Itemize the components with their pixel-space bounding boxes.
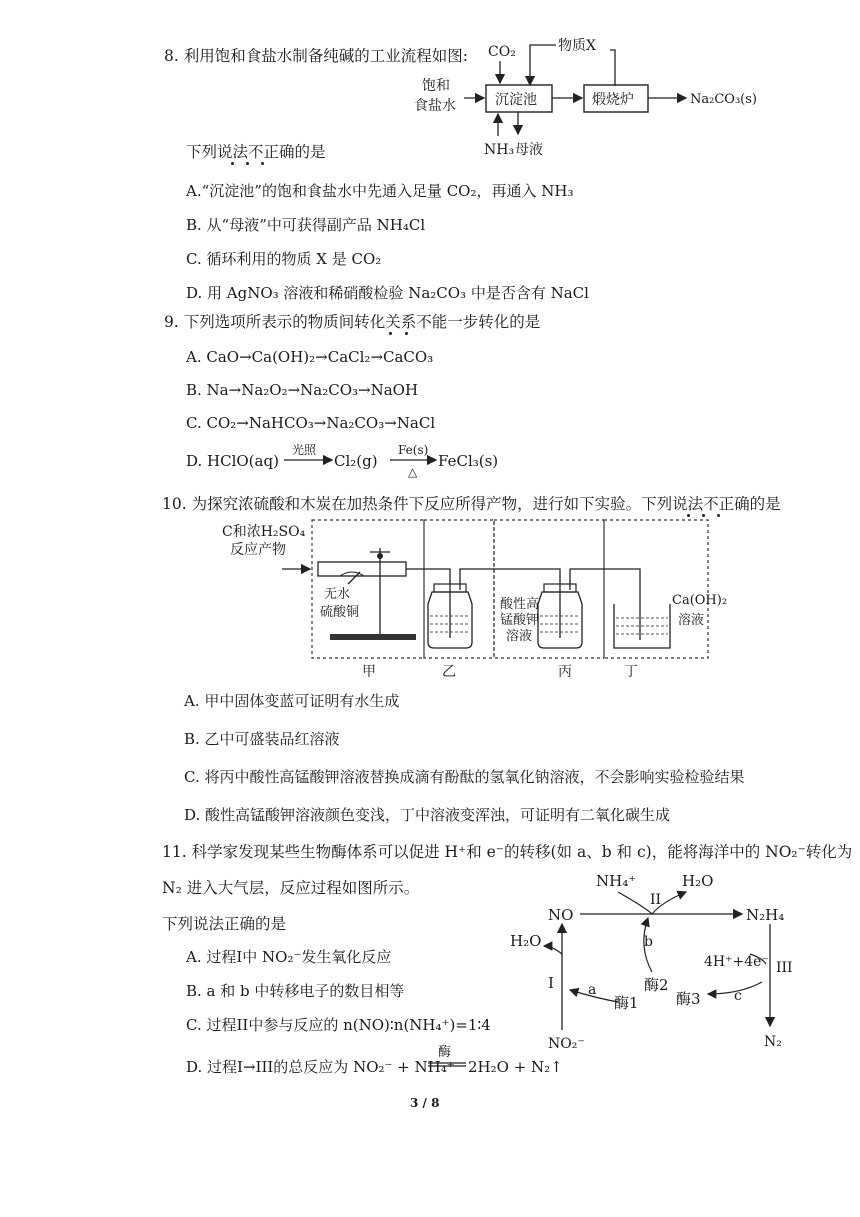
apparatus-caoh2-line2: 溶液	[678, 613, 705, 628]
apparatus-kmno4-line3: 溶液	[506, 629, 533, 644]
q9-option-b: B. Na→Na₂O₂→Na₂CO₃→NaOH	[186, 381, 419, 399]
q8-stem: 8. 利用饱和食盐水制备纯碱的工业流程如图:	[164, 47, 468, 65]
flow-tank-label: 沉淀池	[495, 92, 537, 108]
q8-option-a: A.“沉淀池”的饱和食盐水中先通入足量 CO₂，再通入 NH₃	[186, 182, 574, 200]
q9-option-c: C. CO₂→NaHCO₃→Na₂CO₃→NaCl	[186, 414, 436, 432]
cycle-h2o-top: H₂O	[682, 872, 714, 890]
apparatus-label-ding: 丁	[624, 664, 638, 680]
apparatus-label-jia: 甲	[362, 664, 376, 680]
q11-d-left: D. 过程I→III的总反应为 NO₂⁻ + NH₄⁺	[186, 1058, 455, 1076]
cycle-nh4: NH₄⁺	[596, 872, 637, 890]
cycle-step1: I	[548, 974, 554, 992]
flow-brine-line2: 食盐水	[414, 98, 456, 114]
q11-prompt: 下列说法正确的是	[162, 915, 287, 933]
q11-option-c: C. 过程II中参与反应的 n(NO)∶n(NH₄⁺)=1∶4	[186, 1016, 491, 1034]
apparatus-cuso4-line2: 硫酸铜	[320, 605, 360, 620]
apparatus-kmno4-line2: 锰酸钾	[500, 613, 540, 628]
apparatus-kmno4-line1: 酸性高	[500, 597, 540, 612]
flow-co2-label: CO₂	[488, 44, 516, 60]
q11-option-a: A. 过程I中 NO₂⁻发生氧化反应	[186, 948, 392, 966]
page-number: 3 / 8	[410, 1096, 440, 1110]
cycle-enzyme3: 酶3	[676, 990, 701, 1008]
cycle-n2h4: N₂H₄	[746, 906, 785, 924]
q11-d-right: 2H₂O + N₂↑	[468, 1058, 563, 1076]
cycle-protons: 4H⁺+4e⁻	[704, 954, 769, 970]
cycle-no2: NO₂⁻	[548, 1036, 585, 1052]
q10-option-c: C. 将丙中酸性高锰酸钾溶液替换成滴有酚酞的氢氧化钠溶液，不会影响实验检验结果	[184, 768, 745, 786]
q11-stem-line2: N₂ 进入大气层，反应过程如图所示。	[162, 879, 420, 897]
cycle-enzyme1: 酶1	[614, 994, 639, 1012]
q11-cycle-diagram	[500, 862, 810, 1062]
q11-option-b: B. a 和 b 中转移电子的数目相等	[186, 982, 405, 1000]
q11-d-cond: 酶	[438, 1045, 452, 1060]
cycle-b: b	[644, 934, 653, 950]
q8-option-d: D. 用 AgNO₃ 溶液和稀硝酸检验 Na₂CO₃ 中是否含有 NaCl	[186, 284, 589, 302]
apparatus-label-yi: 乙	[442, 664, 456, 680]
flow-furnace-label: 煅烧炉	[592, 92, 634, 108]
cycle-n2: N₂	[764, 1034, 782, 1050]
flow-nh3-label: NH₃	[484, 142, 515, 158]
apparatus-label-bing: 丙	[558, 664, 572, 680]
q9-d-label: D. HClO(aq)	[186, 452, 279, 470]
flow-substance-x-label: 物质X	[558, 38, 596, 54]
q9-d-cond2-bottom: △	[408, 465, 418, 479]
cycle-step3: III	[776, 960, 793, 976]
q10-option-d: D. 酸性高锰酸钾溶液颜色变浅，丁中溶液变浑浊，可证明有二氧化碳生成	[184, 806, 671, 824]
q9-option-a: A. CaO→Ca(OH)₂→CaCl₂→CaCO₃	[186, 348, 434, 366]
flow-brine-line1: 饱和	[422, 78, 450, 94]
q10-option-b: B. 乙中可盛装品红溶液	[184, 730, 340, 748]
apparatus-box-ding	[604, 520, 708, 658]
q9-d-mid: Cl₂(g)	[334, 452, 378, 470]
q10-option-a: A. 甲中固体变蓝可证明有水生成	[184, 692, 400, 710]
q9-stem: 9. 下列选项所表示的物质间转化关系不能一步转化的是	[164, 313, 541, 331]
q11-option-d	[186, 1042, 606, 1082]
apparatus-input-line2: 反应产物	[230, 542, 286, 558]
flow-mother-liquor-label: 母液	[515, 142, 543, 158]
apparatus-cuso4-line1: 无水	[324, 587, 351, 602]
q9-d-end: FeCl₃(s)	[438, 452, 499, 470]
q8-prompt: 下列说法不正确的是	[186, 143, 326, 161]
cycle-c: c	[734, 988, 742, 1004]
cycle-h2o-left: H₂O	[510, 932, 542, 950]
q8-option-b: B. 从“母液”中可获得副产品 NH₄Cl	[186, 216, 426, 234]
q9-option-d	[186, 440, 506, 480]
apparatus-caoh2-line1: Ca(OH)₂	[672, 593, 728, 608]
q9-d-cond1: 光照	[292, 443, 317, 457]
q11-stem-line1: 11. 科学家发现某些生物酶体系可以促进 H⁺和 e⁻的转移(如 a、b 和 c)，能将海洋中的 NO₂⁻转化为	[162, 843, 853, 861]
cycle-enzyme2: 酶2	[644, 976, 669, 994]
q10-stem: 10. 为探究浓硫酸和木炭在加热条件下反应所得产物，进行如下实验。下列说法不正确的是	[162, 495, 781, 513]
cycle-step2: II	[650, 892, 662, 908]
q8-option-c: C. 循环利用的物质 X 是 CO₂	[186, 250, 382, 268]
q9-d-cond2-top: Fe(s)	[398, 443, 429, 457]
cycle-no: NO	[548, 906, 574, 924]
apparatus-input-line1: C和浓H₂SO₄	[222, 524, 306, 540]
flow-product-label: Na₂CO₃(s)	[690, 92, 757, 107]
q10-apparatus-diagram	[210, 512, 728, 684]
q8-flow-diagram	[410, 28, 780, 168]
cycle-a: a	[588, 982, 597, 998]
